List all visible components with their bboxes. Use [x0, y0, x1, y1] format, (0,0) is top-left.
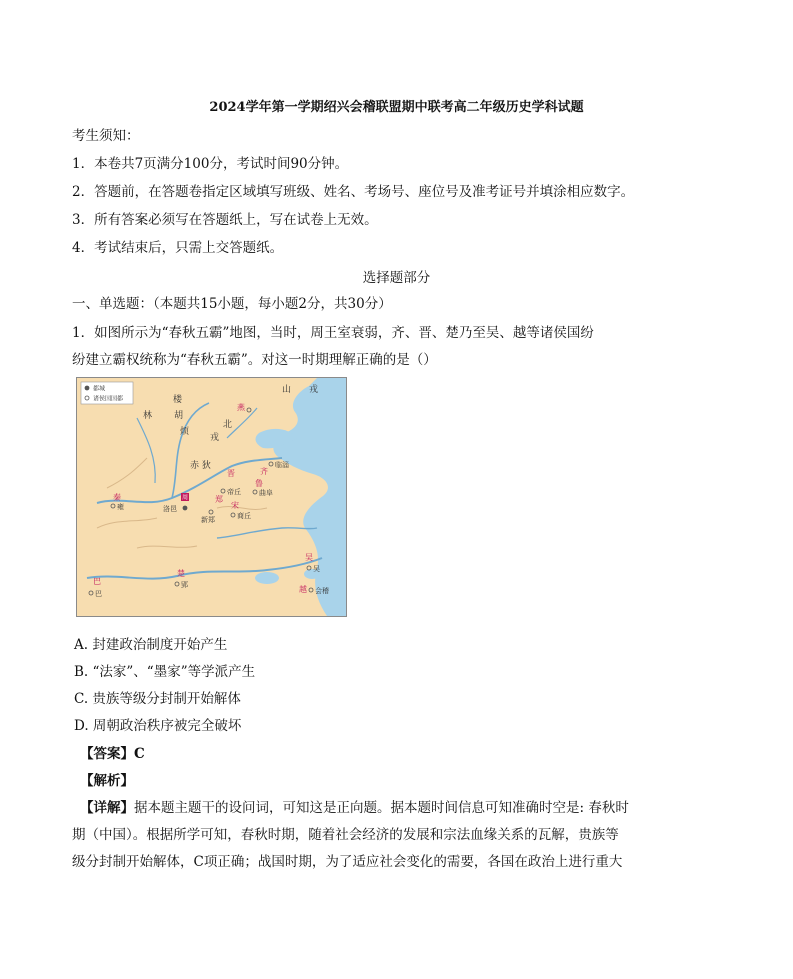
option-c: C. 贵族等级分封制开始解体: [74, 691, 241, 707]
map-label: 戎: [309, 385, 319, 395]
detail-label: 【详解】: [80, 800, 134, 816]
map-label-city: 郢: [181, 581, 188, 589]
detail-text: 据本题主题干的设问词，可知这是正向题。据本题时间信息可知准确时空是: 春秋时: [134, 800, 629, 816]
analysis-label: [80, 769, 134, 789]
option-b: B. “法家”、“墨家”等学派产生: [74, 664, 256, 680]
map-label-state: 吴: [305, 553, 313, 562]
map-label-state: 越: [299, 585, 307, 594]
option-a: A. 封建政治制度开始产生: [74, 637, 228, 653]
map-label-state: 秦: [113, 493, 121, 502]
notice-item: 2．答题前，在答题卷指定区域填写班级、姓名、考场号、座位号及准考证号并填涂相应数字。: [72, 184, 635, 200]
answer-label: 【答案】: [80, 746, 134, 762]
map-label: 戎: [210, 433, 220, 443]
map-label-state: 齐: [260, 467, 268, 476]
map-label-city: 曲阜: [259, 489, 273, 497]
answer-value: C: [134, 746, 145, 762]
question-text: 1．如图所示为“春秋五霸”地图，当时，周王室衰弱，齐、晋、楚乃至吴、越等诸侯国纷: [72, 325, 594, 341]
map-label: 赤 狄: [190, 461, 211, 471]
question-text: 纷建立霸权统称为“春秋五霸”。对这一时期理解正确的是（）: [72, 352, 437, 368]
legend-label: 诸侯国国都: [93, 395, 124, 403]
map-label: 楼: [173, 395, 183, 405]
map-label-state: 宋: [231, 501, 239, 510]
map-label: 山: [282, 385, 292, 395]
map-label-city: 吴: [313, 565, 320, 573]
map-label-state: 郑: [215, 495, 223, 504]
map-label-state: 周: [182, 494, 189, 502]
notice-item: 4．考试结束后，只需上交答题纸。: [72, 240, 284, 256]
detail-text: 期（中国）。根据所学可知，春秋时期，随着社会经济的发展和宗法血缘关系的瓦解，贵族等: [72, 827, 619, 843]
option-d: D. 周朝政治秩序被完全破坏: [74, 718, 242, 734]
notice-heading: 考生须知：: [72, 128, 140, 144]
map-label-city: 雍: [117, 503, 124, 511]
map-label: 林: [143, 411, 153, 421]
legend-label: 都城: [93, 385, 106, 393]
map-label: 北: [223, 420, 233, 430]
map-label: 烦: [180, 427, 190, 437]
map-label-state: 巴: [93, 577, 101, 586]
detail-line: [80, 796, 629, 816]
map-label-city: 帝丘: [227, 488, 241, 496]
notice-item: 3．所有答案必须写在答题纸上，写在试卷上无效。: [72, 212, 378, 228]
capital-symbol-icon: [85, 386, 90, 391]
map-label-city: 会稽: [315, 587, 329, 595]
lake: [255, 572, 279, 584]
map-label-state: 鲁: [255, 479, 263, 488]
spring-autumn-map: [76, 377, 347, 617]
map-label-state: 楚: [177, 569, 185, 578]
map-label-state: 晋: [227, 469, 235, 478]
map-label: 胡: [174, 411, 184, 421]
map-label-city: 巴: [95, 590, 102, 598]
map-label-state: 燕: [237, 403, 245, 412]
capital-marker: [183, 506, 188, 511]
part-heading: 一、单选题：（本题共15小题，每小题2分，共30分）: [72, 296, 392, 312]
answer-row: [80, 742, 145, 762]
detail-text: 级分封制开始解体，C项正确；战国时期，为了适应社会变化的需要，各国在政治上进行重大: [72, 854, 623, 870]
section-title: 选择题部分: [362, 270, 431, 286]
map-label-city: 洛邑: [163, 505, 177, 513]
map-label-city: 商丘: [237, 512, 251, 520]
map-label-city: 新郑: [201, 516, 215, 524]
analysis-label-text: 【解析】: [80, 773, 134, 789]
notice-item: 1．本卷共7页满分100分，考试时间90分钟。: [72, 156, 349, 172]
map-label-city: 临淄: [275, 461, 289, 469]
exam-title: 2024学年第一学期绍兴会稽联盟期中联考高二年级历史学科试题: [209, 100, 584, 115]
